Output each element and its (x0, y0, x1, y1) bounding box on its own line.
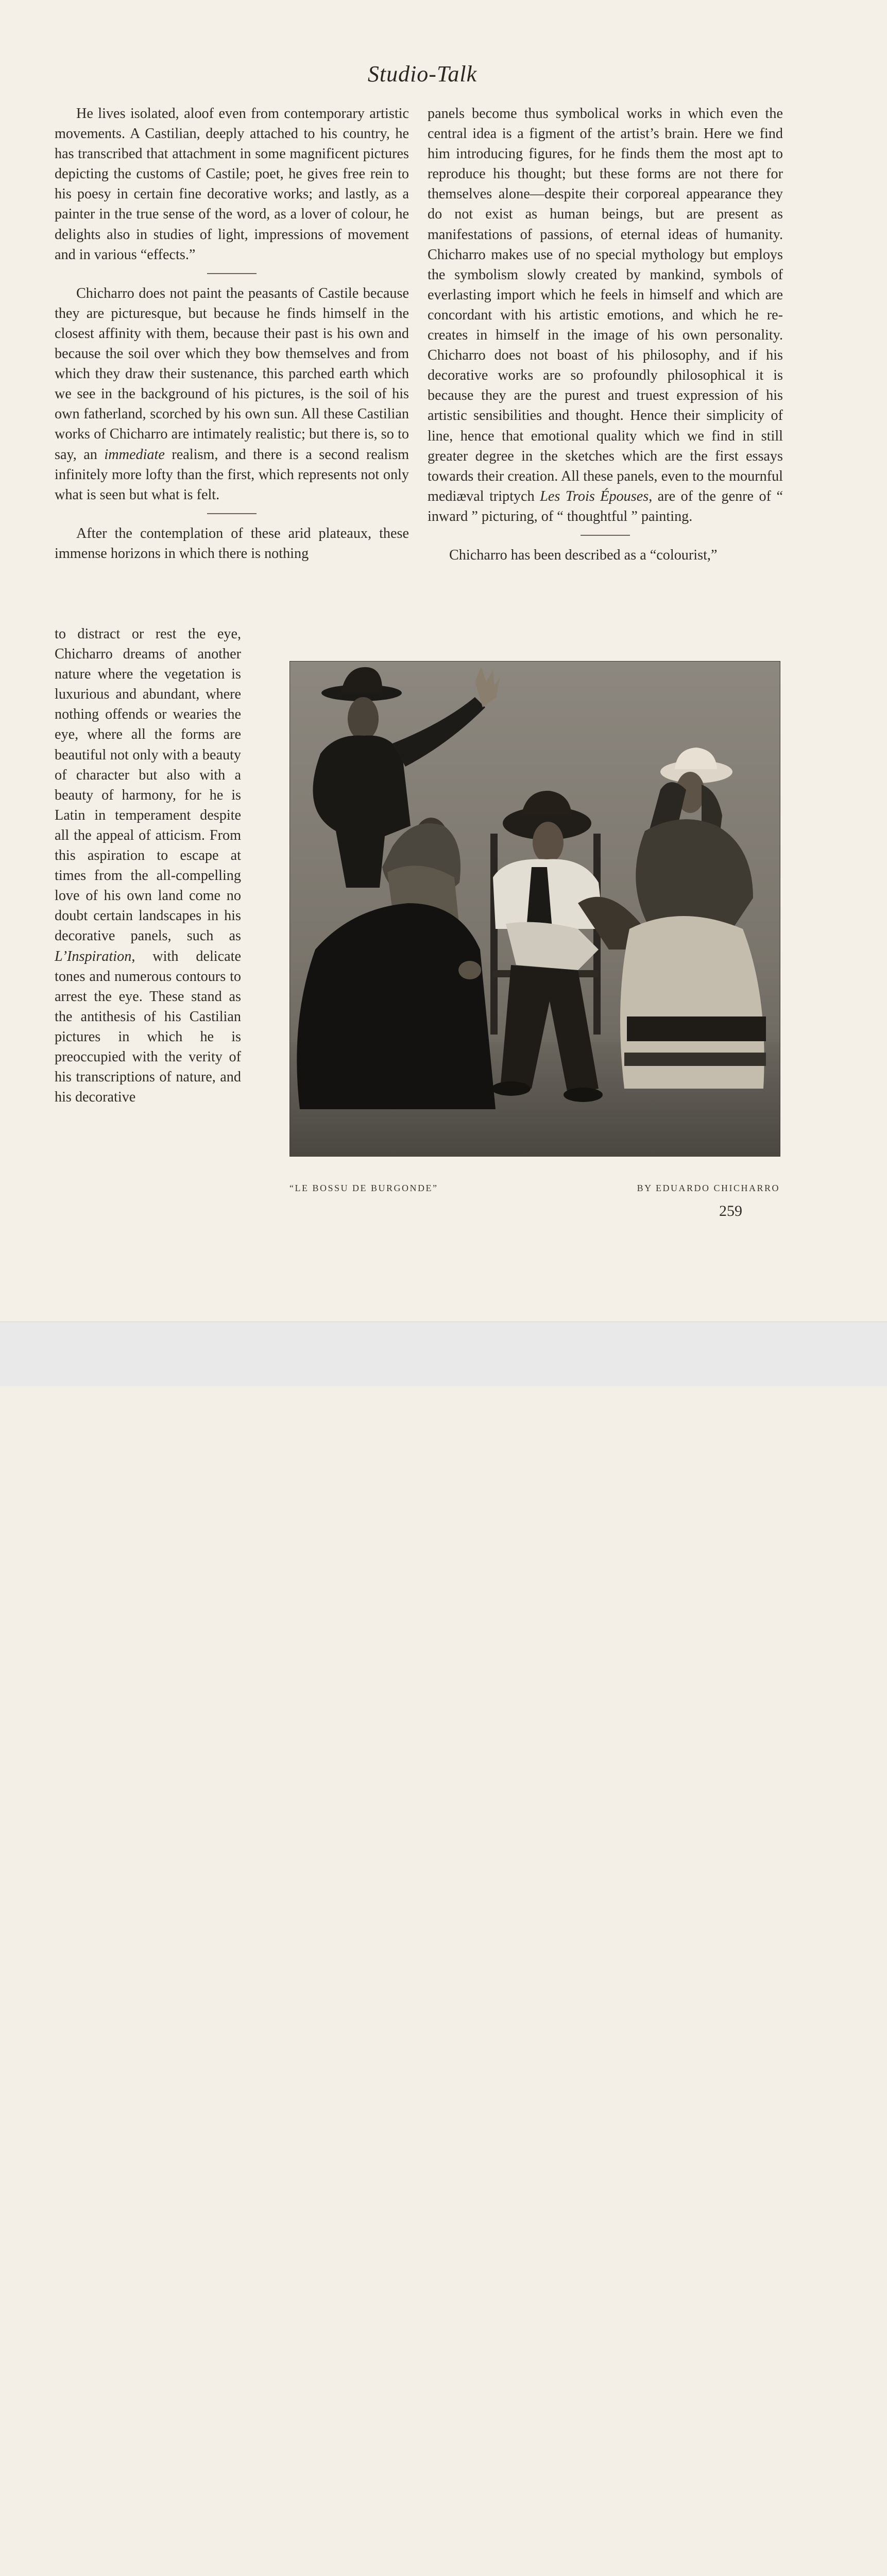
viewer-footer (0, 1321, 887, 1386)
left-column (55, 104, 409, 564)
paragraph-text: , with delicate tones and numerous contours to arrest the eye. These stand as the antithesis of his Castilian pictures in which he is preoccupied with the verity of his transcriptions of nature, and his decorative (55, 948, 241, 1106)
paragraph-text: realism, and there is a second realism infinitely more lofty than the first, which represents not only what is seen but what is felt. (55, 446, 409, 503)
italic-word: immediate (104, 446, 165, 463)
italic-title: L’Inspiration (55, 948, 132, 964)
paragraph: He lives isolated, aloof even from contemporary artistic movements. A Castilian, deeply attached to his country, he has transcribed that attachment in some magnificent pictures depicting the customs of Castile; poet, he gives free rein to his poesy in certain fine decorative works; and lastly, as a painter in the true sense of the word, as a lover of colour, he delights also in studies of light, impressions of movement and in various “effects.” (55, 106, 409, 263)
figure-caption-credit: BY EDUARDO CHICHARRO (637, 1183, 780, 1193)
paragraph-text: , are of the genre of “ inward ” picturing, of “ thoughtful ” painting. (428, 488, 783, 524)
page-number: 259 (719, 1202, 742, 1219)
paragraph (55, 283, 409, 505)
paragraph (55, 624, 241, 1107)
narrow-column (55, 624, 241, 1107)
italic-title: Les Trois Épouses (540, 488, 649, 504)
right-column (428, 104, 783, 565)
section-divider (581, 535, 630, 536)
painting-plate (289, 661, 780, 1157)
paragraph: Chicharro has been described as a “colourist,” (449, 547, 718, 563)
figure-caption-title: “LE BOSSU DE BURGONDE” (289, 1183, 438, 1193)
paragraph (428, 104, 783, 527)
running-head: Studio-Talk (367, 61, 477, 87)
paragraph-text: panels become thus symbolical works in which even the central idea is a figment of the artist’s brain. Here we find him introducing figures, for he finds them the most apt to reproduce his thought; but these forms are not there for themselves alone—despite their corporeal appearance they do not exist as human beings, but are present as manifestations of passions, of eternal ideas of humanity. Chicharro makes use of no special mythology but employs the symbolism slowly created by mankind, symbols of everlasting import which he feels in himself and which are concordant with his artistic emotions, and which he re-creates in himself in the image of his own personality. Chicharro does not boast of his philosophy, and if his decorative works are so profoundly philosophical it is because they are the purest and truest expression of his artistic sensibilities and thought. Hence their simplicity of line, hence that emotional quality which we find in still greater degree in the sketches which are the first essays towards their creation. All these panels, even to the mournful mediæval triptych (428, 106, 783, 504)
painting-image (289, 661, 780, 1157)
paragraph-text: to distract or rest the eye, Chicharro dreams of another nature where the vegetation is luxurious and abundant, where nothing offends or wearies the eye, where all the forms are beautiful not only with a beauty of character but also with a beauty of harmony, for he is Latin in temperament despite all the appeal of atticism. From this aspiration to escape at times from the all-compelling love of his own land come no doubt certain landscapes in his decorative panels, such as (55, 626, 241, 944)
paragraph: After the contemplation of these arid plateaux, these immense horizons in which there is nothing (55, 525, 409, 562)
section-divider (207, 273, 257, 274)
section-divider (207, 513, 257, 514)
paragraph-text: Chicharro does not paint the peasants of Castile because they are picturesque, but because he finds himself in the closest affinity with them, because their past is his own and because the soil over which they bow themselves and from which they draw their sustenance, this parched earth which we see in the background of his pictures, is the soil of his own fatherland, scorched by his own sun. All these Castilian works of Chicharro are intimately realistic; but there is, so to say, an (55, 285, 409, 463)
